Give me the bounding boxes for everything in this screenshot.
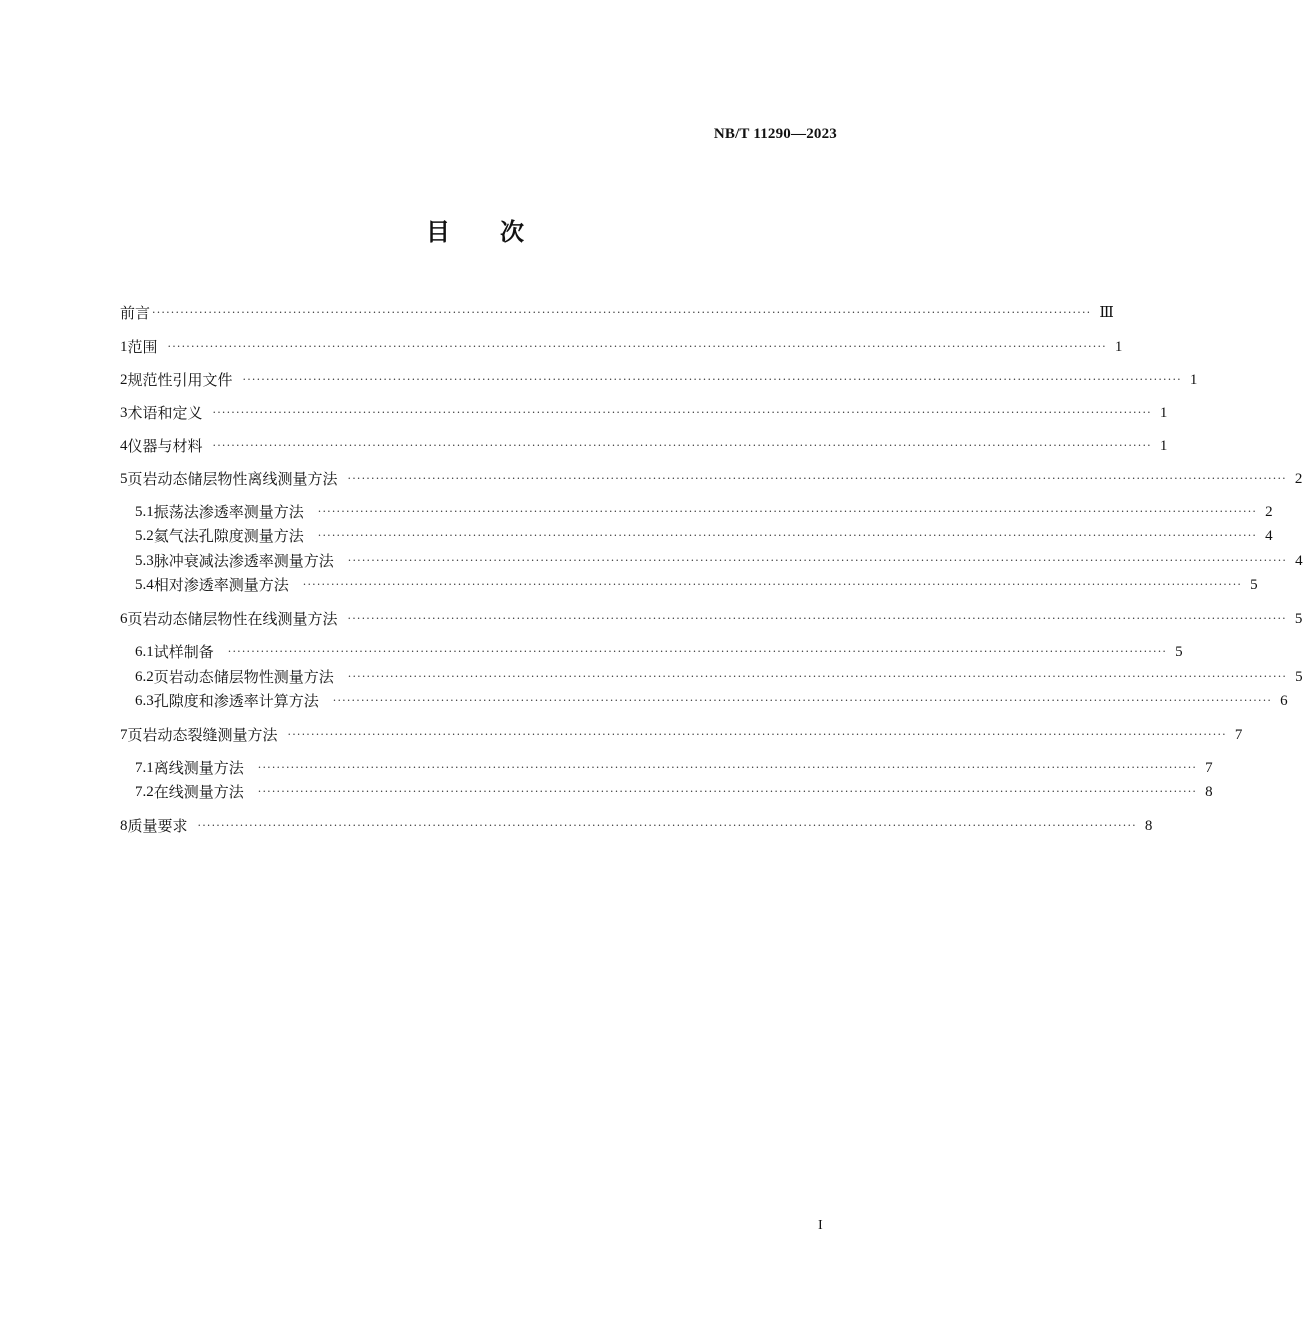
toc-leader-dots: ········································································································································································································ <box>212 439 1152 452</box>
toc-leader-dots: ········································································································································································································ <box>302 578 1243 591</box>
toc-leader-dots: ········································································································································································································ <box>347 670 1288 683</box>
toc-entry-number: 6.3 <box>135 693 154 709</box>
toc-leader-dots: ········································································································································································································ <box>257 761 1198 774</box>
toc-entry-label: 振荡法渗透率测量方法 <box>153 503 304 521</box>
toc-entry-label: 质量要求 <box>127 817 188 835</box>
toc-entry-number: 7.1 <box>135 760 154 776</box>
toc-entry-1[interactable] <box>120 336 1123 358</box>
toc-entry-number: 5.3 <box>135 553 154 569</box>
title-char-1: 目 <box>426 218 450 246</box>
toc-entry-number: 5.4 <box>135 577 154 593</box>
toc-entry-page: 5 <box>1295 669 1303 685</box>
toc-leader-dots: ········································································································································································································ <box>167 340 1107 353</box>
toc-entry-page: 1 <box>1159 405 1168 421</box>
toc-leader-dots: ········································································································································································································ <box>347 554 1288 567</box>
toc-leader-dots: ········································································································································································································ <box>242 373 1182 386</box>
toc-entry-number: 6 <box>120 611 128 627</box>
toc-entry-label: 页岩动态储层物性测量方法 <box>153 668 334 686</box>
toc-entry-page: 4 <box>1295 553 1303 569</box>
toc-entry-number: 8 <box>120 818 128 834</box>
toc-entry-label: 页岩动态储层物性离线测量方法 <box>127 470 338 488</box>
toc-entry-page: 8 <box>1144 818 1153 834</box>
toc-entry-5-1[interactable] <box>120 501 1273 523</box>
toc-leader-dots: ········································································································································································································ <box>212 406 1152 419</box>
toc-leader-dots: ········································································································································································································ <box>287 728 1227 741</box>
toc-entry-page: 5 <box>1250 577 1258 593</box>
toc-entry-6-2[interactable] <box>120 666 1303 688</box>
toc-entry-6[interactable] <box>120 608 1303 630</box>
toc-entry-number: 5 <box>120 471 128 487</box>
toc-entry-page: 7 <box>1234 727 1243 743</box>
toc-entry-foreword[interactable] <box>120 302 1114 324</box>
toc-entry-number: 4 <box>120 438 128 454</box>
toc-entry-page: 1 <box>1159 438 1168 454</box>
toc-entry-number: 1 <box>120 339 128 355</box>
toc-entry-number: 7 <box>120 727 128 743</box>
toc-entry-label: 在线测量方法 <box>153 783 244 801</box>
toc-entry-3[interactable] <box>120 402 1168 424</box>
toc-entry-number: 7.2 <box>135 784 154 800</box>
toc-entry-page: 8 <box>1205 784 1213 800</box>
title-char-2: 次 <box>500 218 524 246</box>
toc-entry-6-1[interactable] <box>120 641 1183 663</box>
toc-leader-dots: ········································································································································································································ <box>257 785 1198 798</box>
toc-entry-page: 2 <box>1294 471 1303 487</box>
standard-code: NB/T 11290—2023 <box>713 126 837 142</box>
toc-entry-label: 页岩动态裂缝测量方法 <box>127 726 278 744</box>
toc-entry-number: 6.1 <box>135 644 154 660</box>
toc-entry-page: 4 <box>1265 528 1273 544</box>
toc-entry-5-3[interactable] <box>120 550 1303 572</box>
toc-entry-label: 规范性引用文件 <box>127 371 233 389</box>
page-folio: I <box>818 1218 823 1233</box>
toc-entry-8[interactable] <box>120 815 1153 837</box>
toc-entry-5-4[interactable] <box>120 574 1258 596</box>
toc-entry-page: 5 <box>1175 644 1183 660</box>
toc-entry-2[interactable] <box>120 369 1198 391</box>
toc-entry-label: 孔隙度和渗透率计算方法 <box>153 692 319 710</box>
toc-entry-page: 7 <box>1205 760 1213 776</box>
toc-entry-label: 前言 <box>120 304 151 322</box>
toc-entry-label: 脉冲衰减法渗透率测量方法 <box>153 552 334 570</box>
toc-entry-number: 5.2 <box>135 528 154 544</box>
toc-leader-dots: ········································································································································································································ <box>317 505 1258 518</box>
toc-entry-page: 1 <box>1189 372 1198 388</box>
toc-entry-7-1[interactable] <box>120 757 1213 779</box>
toc-entry-5[interactable] <box>120 468 1303 490</box>
toc-entry-number: 6.2 <box>135 669 154 685</box>
toc-entry-label: 术语和定义 <box>127 404 203 422</box>
toc-entry-page: 5 <box>1294 611 1303 627</box>
toc-entry-7[interactable] <box>120 724 1243 746</box>
toc-entry-label: 离线测量方法 <box>153 759 244 777</box>
toc-leader-dots: ········································································································································································································ <box>347 472 1287 485</box>
toc-entry-label: 氦气法孔隙度测量方法 <box>153 527 304 545</box>
page-title <box>0 212 950 247</box>
toc-leader-dots: ········································································································································································································ <box>332 694 1273 707</box>
toc-entry-5-2[interactable] <box>120 525 1273 547</box>
toc-entry-label: 仪器与材料 <box>127 437 203 455</box>
toc-leader-dots: ········································································································································································································ <box>152 306 1092 319</box>
toc-entry-label: 相对渗透率测量方法 <box>153 576 289 594</box>
toc-entry-label: 试样制备 <box>153 643 214 661</box>
toc-entry-page: Ⅲ <box>1099 305 1114 321</box>
toc-leader-dots: ········································································································································································································ <box>227 645 1168 658</box>
toc-entry-label: 页岩动态储层物性在线测量方法 <box>127 610 338 628</box>
toc-entry-page: 1 <box>1114 339 1123 355</box>
toc-entry-page: 6 <box>1280 693 1288 709</box>
toc-entry-4[interactable] <box>120 435 1168 457</box>
toc-leader-dots: ········································································································································································································ <box>317 529 1258 542</box>
toc-leader-dots: ········································································································································································································ <box>197 819 1137 832</box>
toc-entry-number: 5.1 <box>135 504 154 520</box>
toc-entry-7-2[interactable] <box>120 781 1213 803</box>
toc-entry-page: 2 <box>1265 504 1273 520</box>
toc-entry-number: 3 <box>120 405 128 421</box>
toc-leader-dots: ········································································································································································································ <box>347 612 1287 625</box>
toc-entry-6-3[interactable] <box>120 690 1288 712</box>
toc-entry-number: 2 <box>120 372 128 388</box>
toc-entry-label: 范围 <box>127 338 158 356</box>
